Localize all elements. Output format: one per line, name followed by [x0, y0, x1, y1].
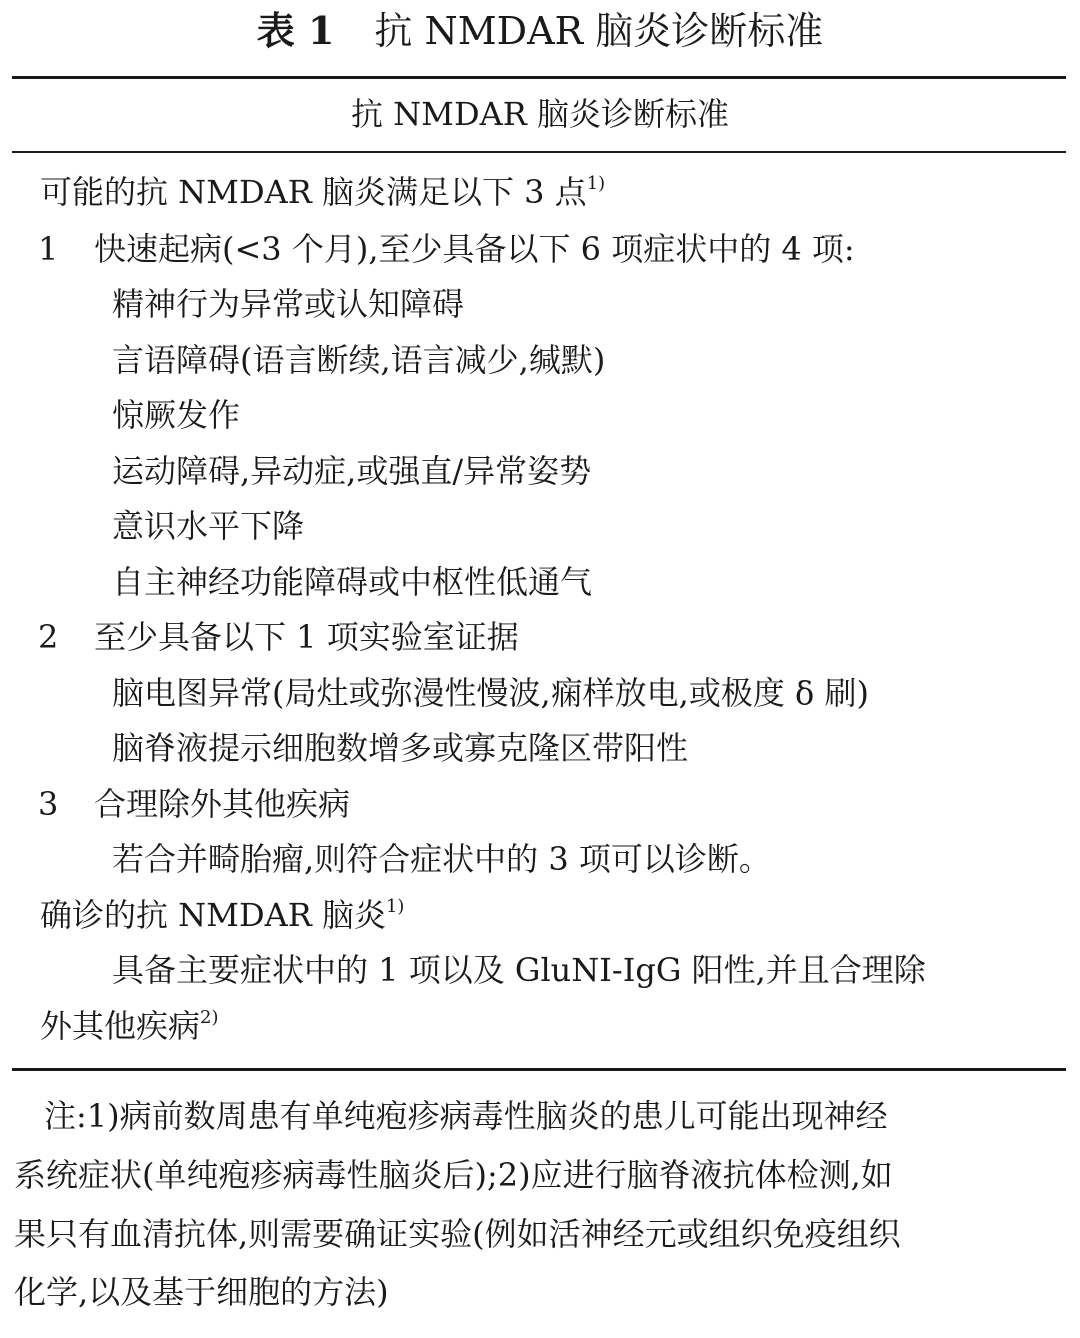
header-rule — [12, 151, 1066, 153]
bottom-rule — [12, 1068, 1066, 1071]
table-note-line: 化学,以及基于细胞的方法) — [14, 1273, 389, 1311]
criterion-2 — [38, 615, 519, 659]
teratoma-note: 若合并畸胎瘤,则符合症状中的 3 项可以诊断。 — [112, 840, 771, 878]
table-number: 表 1 — [256, 8, 335, 53]
confirmed-heading-text: 确诊的抗 NMDAR 脑炎 — [40, 896, 386, 934]
criterion-2-index: 2 — [38, 618, 59, 656]
lab-evidence-item: 脑脊液提示细胞数增多或寡克隆区带阳性 — [112, 729, 689, 767]
confirmed-heading — [40, 893, 404, 937]
symptom-item: 意识水平下降 — [112, 507, 305, 545]
table-note-line: 果只有血清抗体,则需要确证实验(例如活神经元或组织免疫组织 — [14, 1215, 901, 1253]
criterion-1-text: 快速起病(<3 个月),至少具备以下 6 项症状中的 4 项: — [94, 230, 855, 268]
top-rule — [12, 76, 1066, 79]
symptom-item: 精神行为异常或认知障碍 — [112, 285, 465, 323]
table-note-line: 系统症状(单纯疱疹病毒性脑炎后);2)应进行脑脊液抗体检测,如 — [14, 1156, 893, 1194]
criterion-1 — [38, 227, 855, 271]
confirmed-heading-footnote: 1) — [385, 896, 405, 917]
criterion-3 — [38, 782, 350, 826]
table-note-line: 注:1)病前数周患有单纯疱疹病毒性脑炎的患儿可能出现神经 — [44, 1097, 888, 1135]
criterion-3-index: 3 — [38, 785, 59, 823]
confirmed-criteria-line-2 — [40, 1004, 219, 1048]
column-header: 抗 NMDAR 脑炎诊断标准 — [351, 95, 729, 133]
criterion-3-text: 合理除外其他疾病 — [94, 785, 351, 823]
confirmed-criteria-footnote: 2) — [200, 1007, 219, 1028]
table-title-text: 抗 NMDAR 脑炎诊断标准 — [374, 9, 824, 53]
criterion-1-index: 1 — [38, 230, 59, 268]
possible-heading — [40, 170, 605, 214]
confirmed-criteria-line-2-text: 外其他疾病 — [40, 1007, 201, 1045]
possible-heading-footnote: 1) — [586, 173, 606, 194]
table-title — [0, 4, 1080, 58]
criterion-2-text: 至少具备以下 1 项实验室证据 — [94, 618, 519, 656]
symptom-item: 自主神经功能障碍或中枢性低通气 — [112, 563, 593, 601]
symptom-item: 言语障碍(语言断续,语言减少,缄默) — [112, 341, 606, 379]
symptom-item: 惊厥发作 — [112, 396, 241, 434]
possible-heading-text: 可能的抗 NMDAR 脑炎满足以下 3 点 — [40, 173, 587, 211]
lab-evidence-item: 脑电图异常(局灶或弥漫性慢波,痫样放电,或极度 δ 刷) — [112, 674, 869, 712]
symptom-item: 运动障碍,异动症,或强直/异常姿势 — [112, 452, 592, 490]
confirmed-criteria-line-1: 具备主要症状中的 1 项以及 GluNI-IgG 阳性,并且合理除 — [112, 951, 926, 989]
